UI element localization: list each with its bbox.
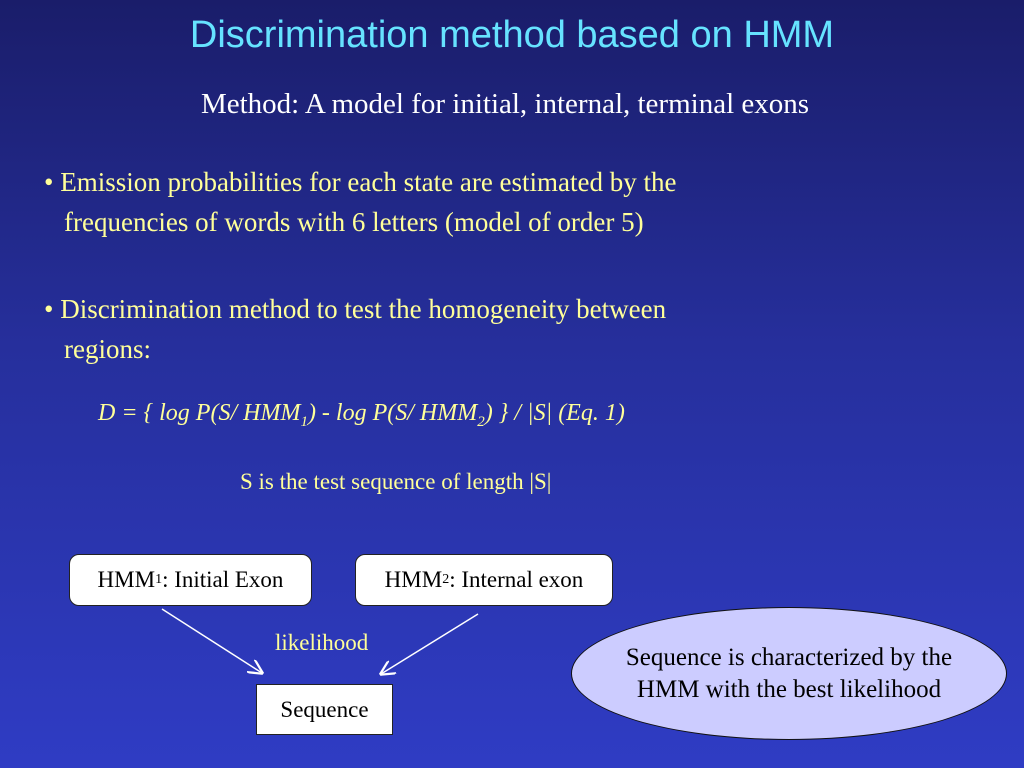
sequence-definition: S is the test sequence of length |S|	[240, 469, 552, 494]
bullet-text-line1: Discrimination method to test the homogeneity between	[60, 294, 667, 324]
hmm1-name: HMM	[97, 567, 156, 592]
likelihood-label: likelihood	[275, 630, 369, 655]
equation-part1: D = { log P(S/ HMM	[98, 400, 301, 426]
bullet-text-line2: regions:	[64, 334, 151, 364]
bullet-text-line1: Emission probabilities for each state are estimated by the	[60, 167, 677, 197]
slide-title: Discrimination method based on HMM	[189, 14, 835, 56]
hmm2-name: HMM	[384, 567, 443, 592]
equation-part2: ) - log P(S/ HMM	[307, 400, 478, 426]
hmm1-initial-exon-box	[69, 554, 312, 606]
sequence-box: Sequence	[256, 684, 393, 735]
hmm1-label: : Initial Exon	[162, 567, 284, 592]
equation-sub1: 1	[300, 413, 308, 430]
result-ellipse: Sequence is characterized by the HMM with the best likelihood	[571, 607, 1007, 740]
hmm2-internal-exon-box	[355, 554, 613, 606]
bullet-text-line2: frequencies of words with 6 letters (model of order 5)	[64, 207, 644, 237]
equation-part3: ) } / |S| (Eq. 1)	[484, 400, 625, 426]
hmm1-subscript: 1	[155, 572, 163, 587]
equation-sub2: 2	[477, 413, 485, 430]
arrow-hmm2-to-sequence	[381, 614, 478, 674]
arrow-hmm1-to-sequence	[162, 609, 262, 673]
bullet-marker: •	[44, 294, 54, 324]
hmm2-label: : Internal exon	[449, 567, 584, 592]
bullet-marker: •	[44, 167, 54, 197]
hmm2-subscript: 2	[442, 572, 450, 587]
slide-subtitle: Method: A model for initial, internal, terminal exons	[200, 88, 810, 120]
